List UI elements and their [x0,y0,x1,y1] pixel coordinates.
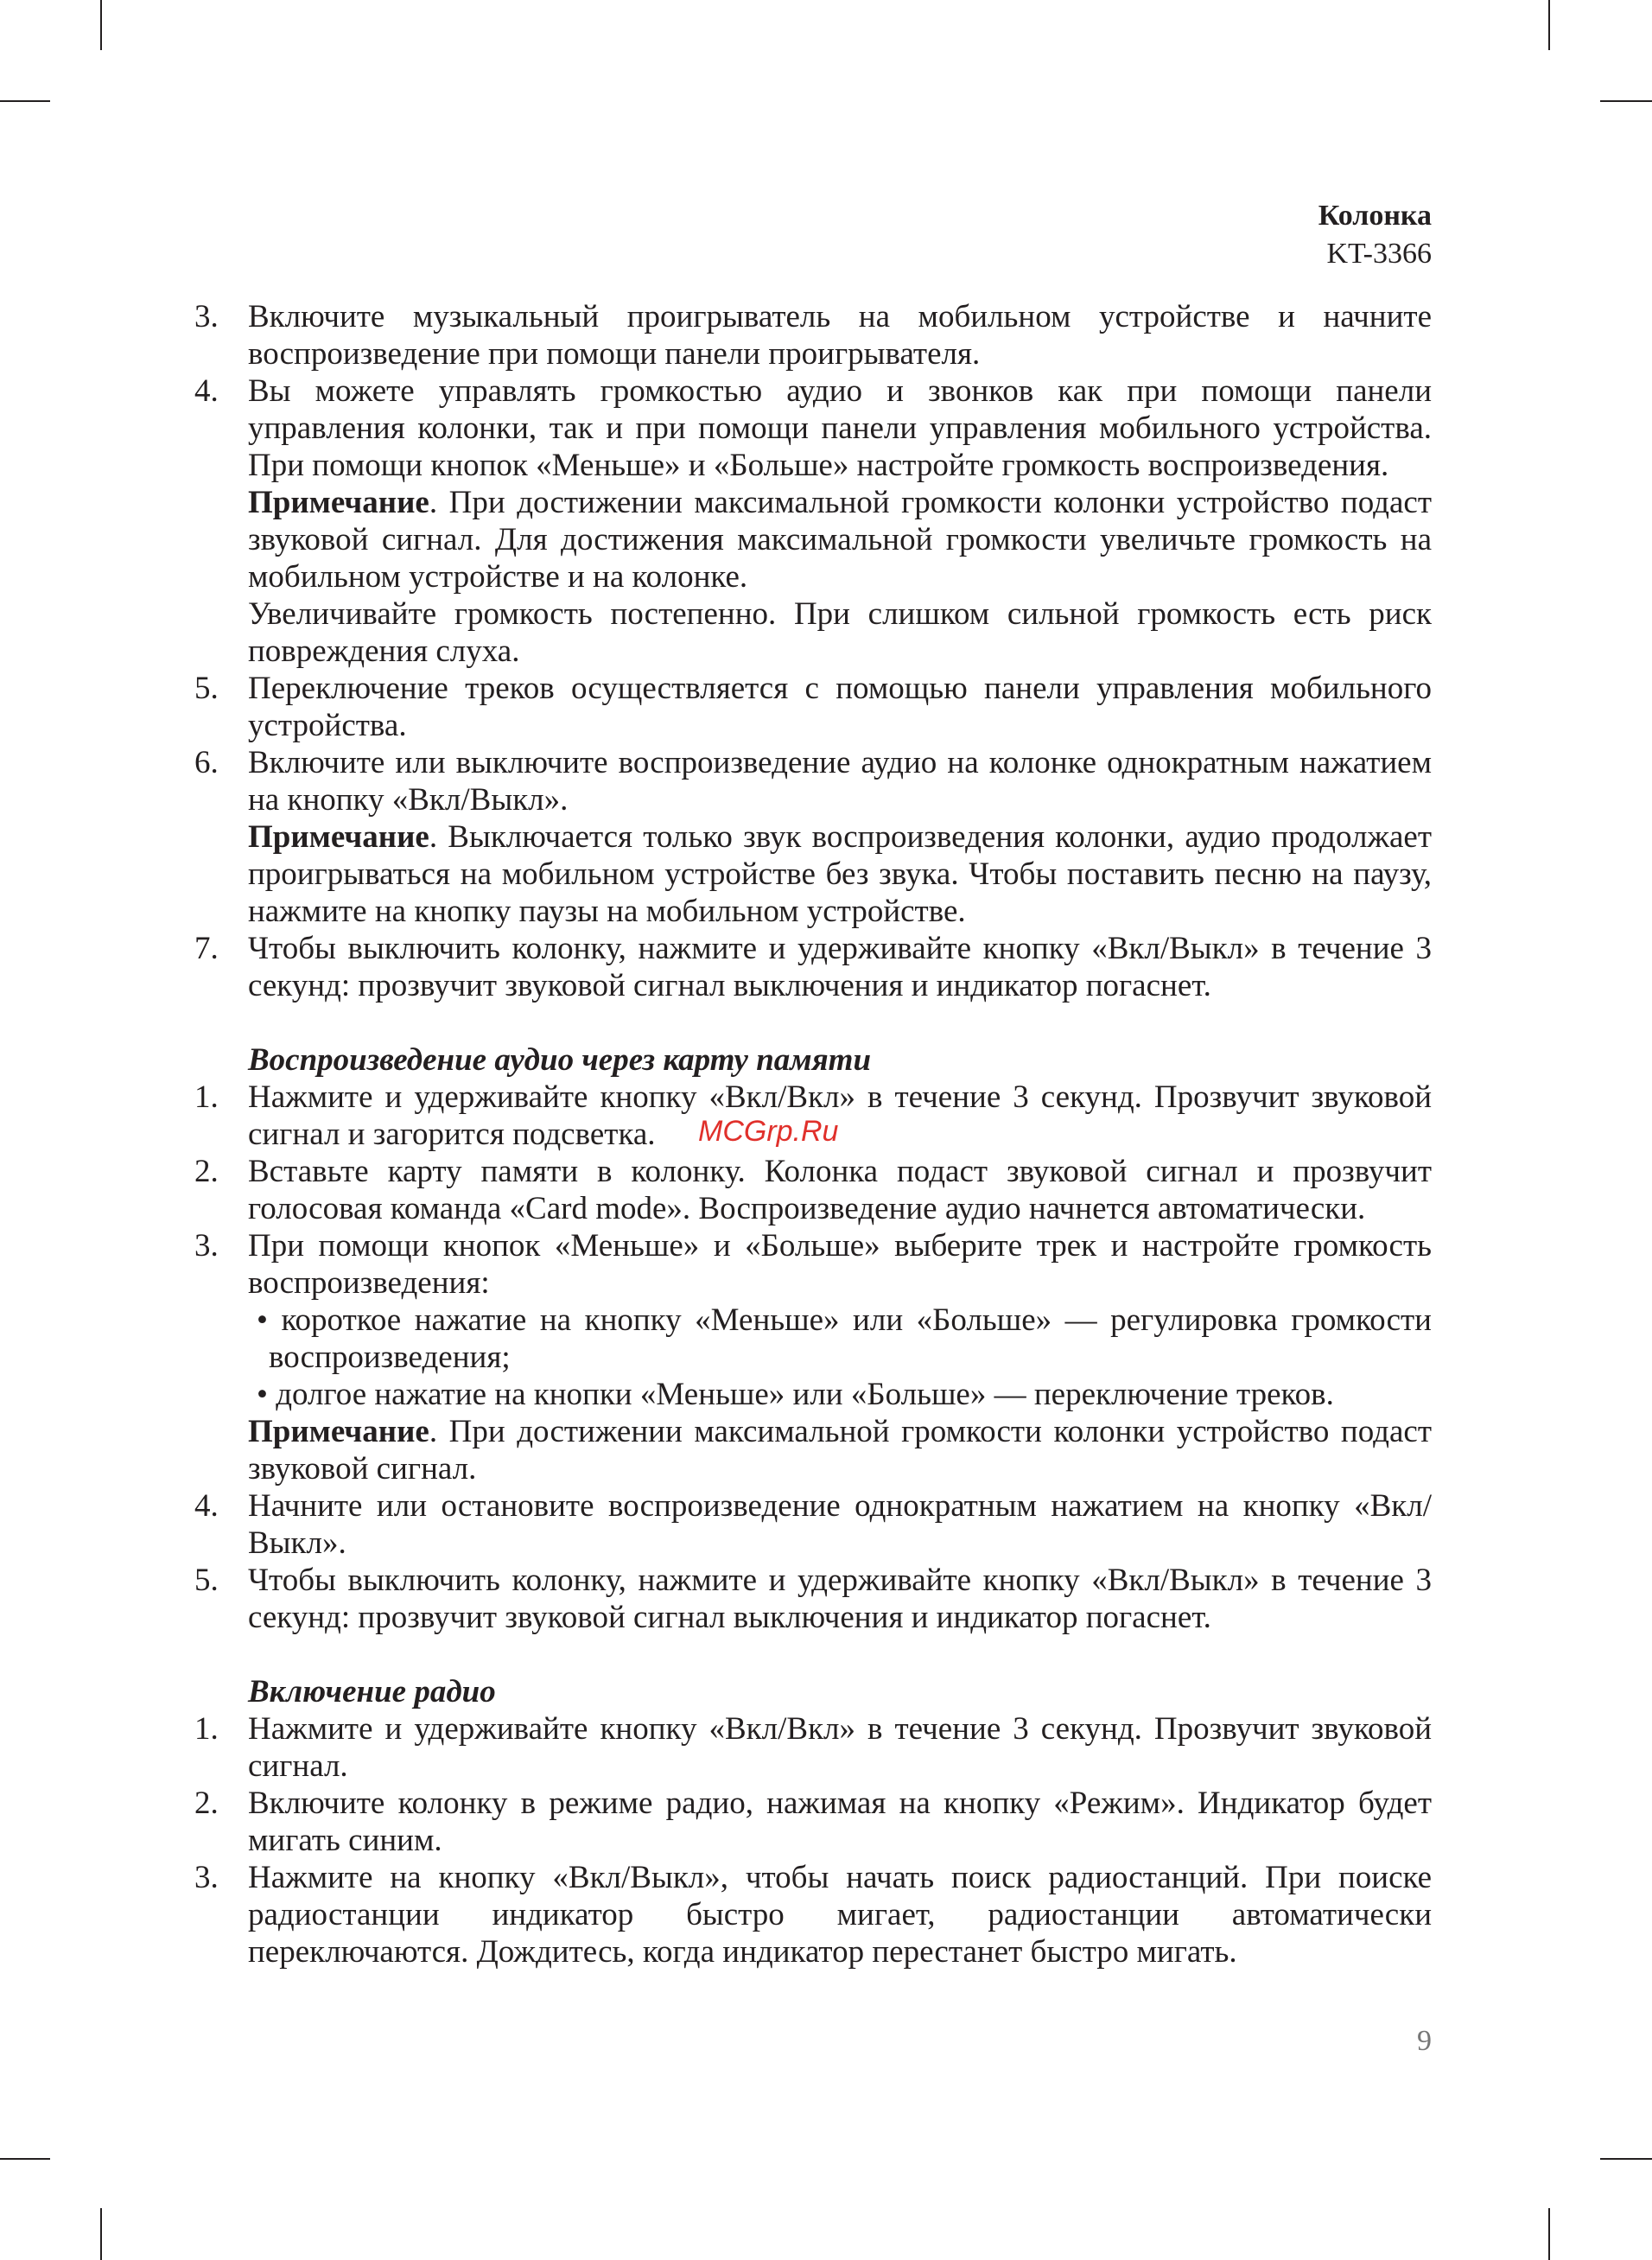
crop-mark [100,2208,102,2260]
note-label: Примечание [248,819,429,855]
note-label: Примечание [248,485,429,520]
item-number: 4. [194,373,219,409]
list-item [194,372,1432,484]
item-number: 5. [194,671,219,706]
item-text: Включите колонку в режиме радио, нажимая на кнопку «Режим». Индикатор будет мигать синим. [248,1786,1432,1858]
crop-mark [0,100,50,102]
crop-mark [1548,0,1550,50]
list-item [194,1487,1432,1562]
list-item [194,1785,1432,1859]
item-text: Чтобы выключить колонку, нажмите и удерживайте кнопку «Вкл/Выкл» в течение 3 секунд: прозвучит звуковой сигнал выключения и индикатор погаснет. [248,1563,1432,1635]
list-item [194,1710,1432,1785]
item-number: 2. [194,1154,219,1189]
note-paragraph [248,1413,1432,1487]
note-label: Примечание [248,1414,429,1449]
item-text: Включите музыкальный проигрыватель на мобильном устройстве и начните воспроизведение при помощи панели проигрывателя. [248,299,1432,372]
list-item [194,1859,1432,1970]
warning-paragraph: Увеличивайте громкость постепенно. При слишком сильной громкость есть риск повреждения слуха. [248,596,1432,669]
list-item [194,744,1432,818]
item-text: Чтобы выключить колонку, нажмите и удерживайте кнопку «Вкл/Выкл» в течение 3 секунд: прозвучит звуковой сигнал выключения и индикатор погаснет. [248,931,1432,1003]
section-heading: Включение радио [248,1674,496,1709]
item-text: Включите или выключите воспроизведение аудио на колонке однократным нажатием на кнопку «Вкл/Выкл». [248,745,1432,818]
section-heading: Воспроизведение аудио через карту памяти [248,1042,872,1078]
crop-mark [100,0,102,50]
note-text: . При достижении максимальной громкости колонки устройство подаст звуковой сигнал. Для достижения максимальной громкости увеличьте громкость на мобильном устройстве и на колонке. [248,485,1432,595]
crop-mark [1548,2208,1550,2260]
watermark: MCGrp.Ru [698,1115,839,1148]
item-text: Вы можете управлять громкостью аудио и звонков как при помощи панели управления колонки, так и при помощи панели управления мобильного устройства. При помощи кнопок «Меньше» и «Больше» настройте громкость воспроизведения. [248,373,1432,483]
crop-mark [1600,2158,1652,2160]
page-number: 9 [1417,2025,1432,2057]
item-number: 1. [194,1711,219,1747]
item-text: При помощи кнопок «Меньше» и «Больше» выберите трек и настройте громкость воспроизведения: [248,1228,1432,1301]
list-item [194,930,1432,1004]
item-text: Вставьте карту памяти в колонку. Колонка подаст звуковой сигнал и прозвучит голосовая команда «Card mode». Воспроизведение аудио начнется автоматически. [248,1154,1432,1226]
note-text: . При достижении максимальной громкости колонки устройство подаст звуковой сигнал. [248,1414,1432,1487]
item-text: Нажмите и удерживайте кнопку «Вкл/Вкл» в течение 3 секунд. Прозвучит звуковой сигнал и загорится подсветка. [248,1079,1432,1152]
crop-mark [0,2158,50,2160]
list-item [194,1153,1432,1227]
item-number: 3. [194,1228,219,1264]
item-number: 7. [194,931,219,966]
header-title: Колонка [1318,200,1432,232]
list-item [194,298,1432,372]
bullet-item: • короткое нажатие на кнопку «Меньше» или «Больше» — регулировка громкости воспроизведения; [257,1302,1432,1375]
item-number: 4. [194,1488,219,1524]
item-number: 3. [194,1860,219,1895]
list-item [194,670,1432,744]
item-text: Нажмите и удерживайте кнопку «Вкл/Вкл» в течение 3 секунд. Прозвучит звуковой сигнал. [248,1711,1432,1784]
item-text: Переключение треков осуществляется с помощью панели управления мобильного устройства. [248,671,1432,743]
item-number: 6. [194,745,219,780]
note-paragraph [248,484,1432,595]
list-item [194,1562,1432,1636]
item-number: 1. [194,1079,219,1115]
header-model: KT-3366 [1326,238,1432,270]
note-paragraph [248,818,1432,930]
item-number: 5. [194,1563,219,1598]
crop-mark [1600,100,1652,102]
item-text: Нажмите на кнопку «Вкл/Выкл», чтобы начать поиск радиостанций. При поиске радиостанции индикатор быстро мигает, радиостанции автоматически переключаются. Дождитесь, когда индикатор перестанет быстро мигать. [248,1860,1432,1970]
item-number: 3. [194,299,219,334]
item-text: Начните или остановите воспроизведение однократным нажатием на кнопку «Вкл/Выкл». [248,1488,1432,1561]
note-text: . Выключается только звук воспроизведения колонки, аудио продолжает проигрываться на мобильном устройстве без звука. Чтобы поставить песню на паузу, нажмите на кнопку паузы на мобильном устройстве. [248,819,1432,929]
bullet-item: • долгое нажатие на кнопки «Меньше» или «Больше» — переключение треков. [257,1377,1334,1412]
list-item [194,1227,1432,1302]
item-number: 2. [194,1786,219,1821]
page-header [1318,197,1432,273]
